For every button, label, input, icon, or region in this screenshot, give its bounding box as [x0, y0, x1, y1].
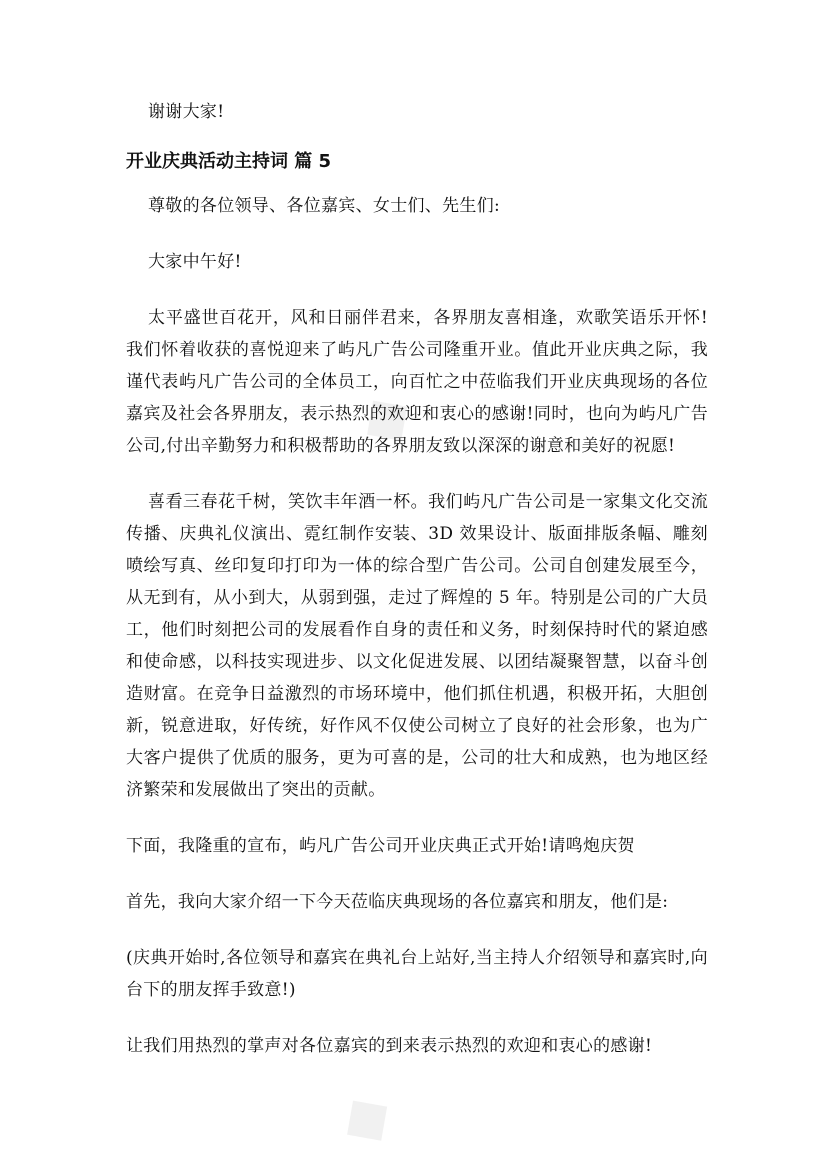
- document-page: [126, 96, 708, 1062]
- paragraph-announcement: 下面，我隆重的宣布，屿凡广告公司开业庆典正式开始!请鸣炮庆贺: [126, 836, 635, 856]
- watermark-mark-1: ◆: [343, 372, 426, 462]
- section-heading: 开业庆典活动主持词 篇 5: [126, 151, 332, 172]
- paragraph-applause: 让我们用热烈的掌声对各位嘉宾的到来表示热烈的欢迎和衷心的感谢!: [126, 1036, 653, 1056]
- watermark-mark-2: ◆: [323, 1072, 406, 1162]
- greeting: 大家中午好!: [148, 252, 242, 272]
- paragraph-guest-intro: 首先，我向大家介绍一下今天莅临庆典现场的各位嘉宾和朋友，他们是:: [126, 892, 669, 912]
- salutation: 尊敬的各位领导、各位嘉宾、女士们、先生们:: [148, 196, 501, 216]
- paragraph-company-intro: 喜看三春花千树，笑饮丰年酒一杯。我们屿凡广告公司是一家集文化交流传播、庆典礼仪演出、霓红制作安装、3D 效果设计、版面排版条幅、雕刻喷绘写真、丝印复印打印为一体的综合型广告公司。公司自创建发展至今，从无到有，从小到大，从弱到强，走过了辉煌的 5 年。特别是公司的广大员工，他们时刻把公司的发展看作自身的责任和义务，时刻保持时代的紧迫感和使命感，以科技实现进步、以文化促进发展、以团结凝聚智慧，以奋斗创造财富。在竞争日益激烈的市场环境中，他们抓住机遇，积极开拓，大胆创新，锐意进取，好传统，好作风不仅使公司树立了良好的社会形象，也为广大客户提供了优质的服务，更为可喜的是，公司的壮大和成熟，也为地区经济繁荣和发展做出了突出的贡献。: [126, 492, 708, 800]
- paragraph-stage-note: (庆典开始时,各位领导和嘉宾在典礼台上站好,当主持人介绍领导和嘉宾时,向台下的朋友挥手致意!): [126, 948, 708, 1000]
- closing-thanks: 谢谢大家!: [148, 102, 225, 122]
- paragraph-welcome: 太平盛世百花开，风和日丽伴君来，各界朋友喜相逢，欢歌笑语乐开怀!我们怀着收获的喜悦迎来了屿凡广告公司隆重开业。值此开业庆典之际，我谨代表屿凡广告公司的全体员工，向百忙之中莅临我们开业庆典现场的各位嘉宾及社会各界朋友，表示热烈的欢迎和衷心的感谢!同时，也向为屿凡广告公司,付出辛勤努力和积极帮助的各界朋友致以深深的谢意和美好的祝愿!: [126, 308, 708, 456]
